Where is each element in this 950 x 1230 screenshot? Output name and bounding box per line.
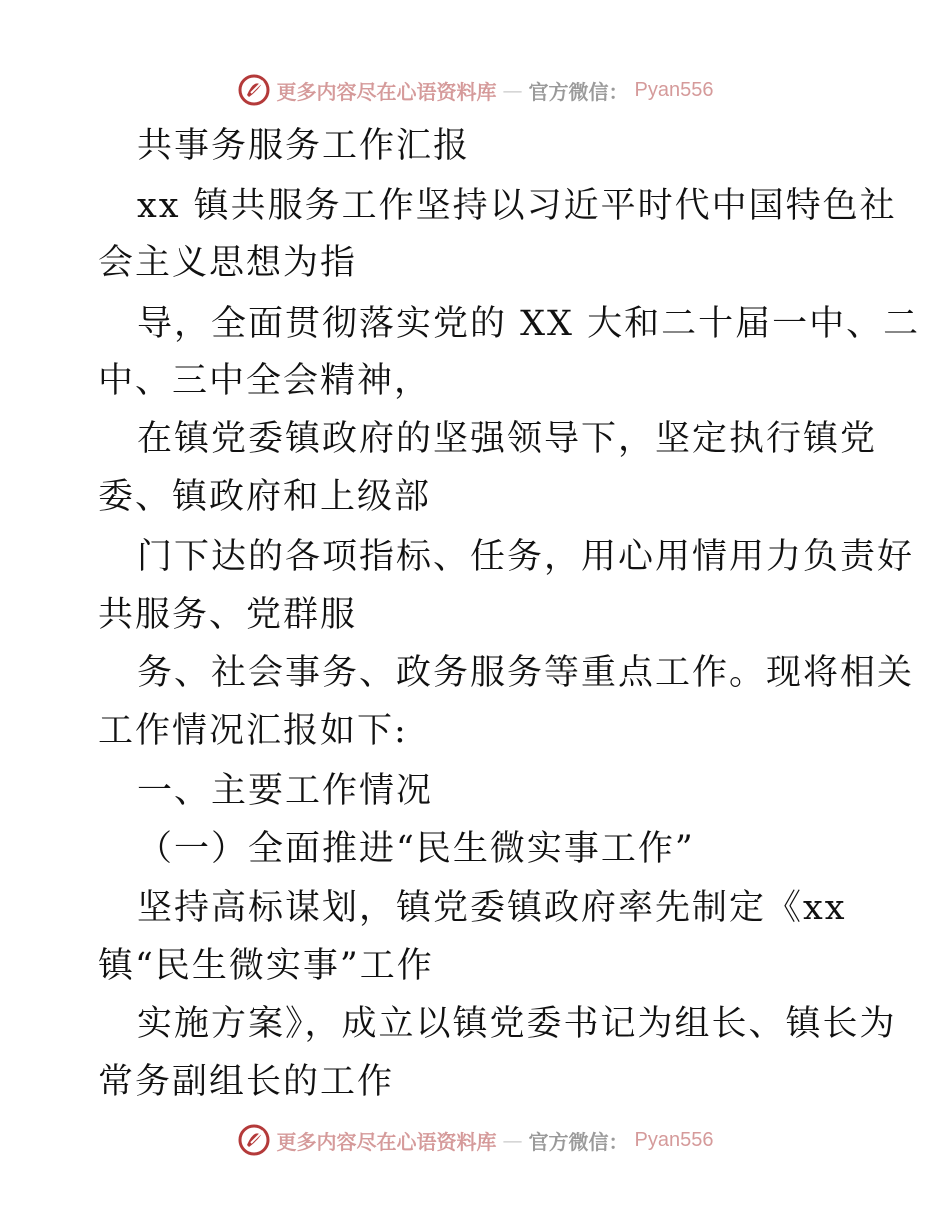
paragraph-line: 在镇党委镇政府的坚强领导下，坚定执行镇党 [137,419,878,459]
watermark-wechat-label: 官方微信： [528,79,629,104]
paragraph-line: 实施方案》，成立以镇党委书记为组长、镇长为 [137,1004,897,1044]
watermark-separator: — [502,1128,523,1152]
logo-icon [237,73,271,107]
paragraph-line: 导，全面贯彻落实党的 XX 大和二十届一中、二 [137,304,921,344]
subsection-heading: （一）全面推进“民生微实事工作” [137,829,695,869]
watermark-separator: — [502,78,523,102]
paragraph-line: 常务副组长的工作 [98,1062,395,1102]
watermark-text: 更多内容尽在心语资料库 [276,1129,497,1154]
watermark-header [0,70,950,110]
paragraph-line: 工作情况汇报如下: [98,711,408,751]
logo-icon [237,1123,271,1157]
section-heading: 一、主要工作情况 [137,771,434,811]
watermark-wechat-id: Pyan556 [634,78,714,101]
paragraph-line: 中、三中全会精神， [98,361,432,401]
paragraph-line: 镇“民生微实事”工作 [98,946,434,986]
paragraph-line: 务、社会事务、政务服务等重点工作。现将相关 [137,653,915,693]
paragraph-line: 共服务、党群服 [98,595,358,635]
paragraph-line: 门下达的各项指标、任务，用心用情用力负责好 [137,537,915,577]
watermark-text: 更多内容尽在心语资料库 [276,79,497,104]
paragraph-line: xx 镇共服务工作坚持以习近平时代中国特色社 [137,186,897,226]
paragraph-line: 委、镇政府和上级部 [98,477,432,517]
paragraph-line: 会主义思想为指 [98,243,358,283]
watermark-wechat-id: Pyan556 [634,1128,714,1151]
document-title: 共事务服务工作汇报 [137,126,471,166]
paragraph-line: 坚持高标谋划，镇党委镇政府率先制定《xx [137,888,847,928]
watermark-wechat-label: 官方微信： [528,1129,629,1154]
watermark-footer [0,1120,950,1160]
